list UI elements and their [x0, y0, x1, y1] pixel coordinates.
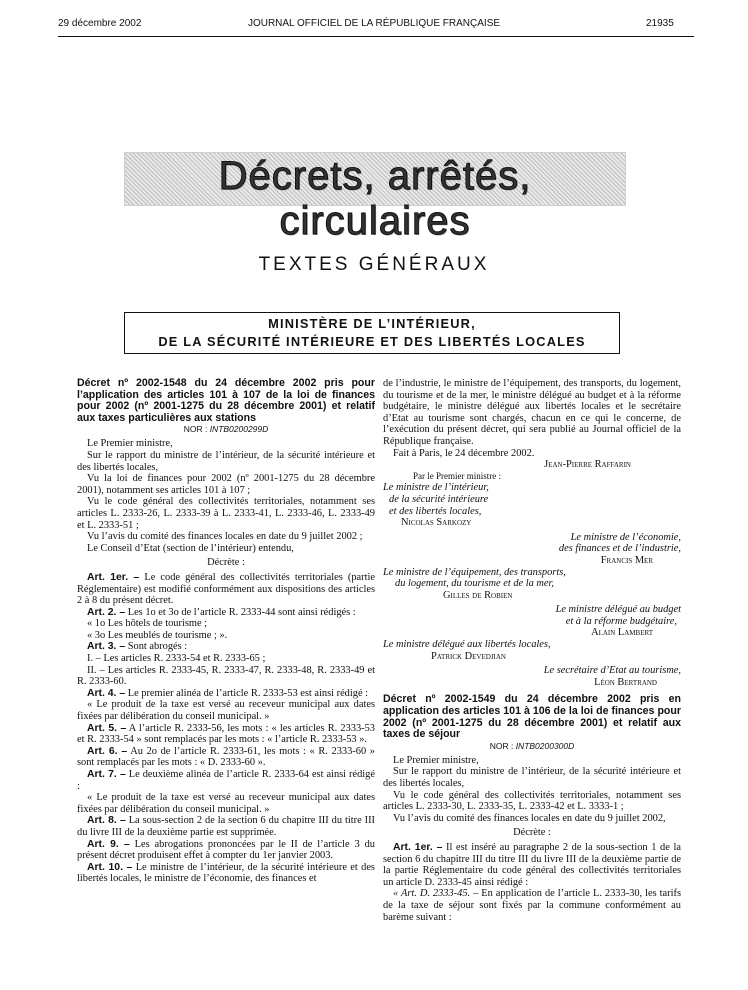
ministry-box [124, 312, 620, 354]
signature-name: Francis Mer [600, 554, 653, 566]
signature-name: Patrick Devedjian [431, 650, 506, 662]
nor-label: NOR : [489, 740, 516, 751]
article-label: Art. 8. – [87, 815, 126, 827]
signature-role: de la sécurité intérieure [389, 493, 489, 505]
signature-name: Gilles de Robien [443, 589, 513, 601]
signature-role: et des libertés locales, [389, 505, 482, 517]
preamble-para: Le Premier ministre, [87, 438, 173, 450]
article-label: Art. 1er. – [393, 841, 443, 853]
article-text: II. – Les articles R. 2333-45, R. 2333-47, R. 2333-48, R. 2333-49 et R. 2333-60. [77, 664, 375, 688]
article-para [77, 607, 375, 619]
signature-name: Nicolas Sarkozy [401, 517, 472, 529]
signature-role: Le ministre de l’équipement, des transports, [383, 566, 566, 578]
article-label: Art. 9. – [87, 838, 130, 850]
nor-code: INTB0200299D [209, 424, 269, 435]
article-para [383, 842, 681, 888]
article-para [77, 746, 375, 769]
article-para [77, 618, 375, 630]
preamble-para: Le Premier ministre, [393, 754, 479, 766]
nor-code: INTB0200300D [515, 740, 575, 751]
signature-role: Le ministre délégué au budget [555, 604, 681, 616]
article-para [77, 699, 375, 722]
article-para [77, 688, 375, 700]
article-para [77, 641, 375, 653]
article-label: Art. 5. – [87, 722, 127, 734]
signature-role: des finances et de l’industrie, [558, 543, 681, 555]
header-date: 29 décembre 2002 [58, 18, 142, 29]
article-text: Le ministre de l’intérieur, de la sécurité intérieure et des libertés locales, le ministre de l’économie, des finances et [77, 861, 375, 885]
article-label: Art. 4. – [87, 687, 126, 699]
decree-title-2: Décret nº 2002-1549 du 24 décembre 2002 pris en application des articles 101 à 106 de la loi de finances pour 2002 (nº 2001-1275 du 28 décembre 2001) et relatif aux taxes de séjour [383, 693, 681, 741]
decrete-label-2: Décrète : [513, 827, 551, 839]
article-para [77, 769, 375, 792]
article-para [77, 815, 375, 838]
article-label: « Art. D. 2333-45. [393, 888, 471, 900]
header-page-number: 21935 [646, 18, 674, 29]
nor-reference-2 [383, 741, 681, 752]
article-label: Art. 6. – [87, 745, 128, 757]
article-para [77, 839, 375, 862]
article-text: Les abrogations prononcées par le II de l’article 3 du présent décret produisent effet à compter du 1er janvier 2003. [77, 838, 375, 862]
article-text: « 3o Les meublés de tourisme ; ». [87, 629, 228, 641]
article-text: Il est inséré au paragraphe 2 de la sous-section 1 de la section 6 du chapitre III du titre III du livre III de la deuxième partie de la partie Réglementaire du code général des collectivités territoriales un article D. 2333-45 ainsi rédigé : [383, 841, 681, 888]
article-text: A l’article R. 2333-56, les mots : « les articles R. 2333-53 et R. 2333-54 » sont remplacés par les mots : « l’article R. 2333-53 ». [77, 722, 376, 746]
article-text: – En application de l’article L. 2333-30, les tarifs de la taxe de séjour sont fixés par la commune conformément au barème suivant : [383, 888, 681, 923]
signature-role: Le ministre de l’économie, [570, 531, 681, 543]
article-label: Art. 2. – [87, 606, 126, 618]
article-label: Art. 10. – [87, 861, 133, 873]
article-text: Le code général des collectivités territoriales (partie Réglementaire) est modifié conformément aux dispositions des articles 2 à 8 du présent décret. [77, 571, 375, 607]
banner-title: Décrets, arrêtés, circulaires [218, 154, 532, 243]
article-para [77, 630, 375, 642]
article-text: « 1o Les hôtels de tourisme ; [87, 618, 208, 630]
article-para [77, 653, 375, 665]
left-column [77, 378, 375, 885]
article-text: Le deuxième alinéa de l’article R. 2333-64 est ainsi rédigé : [77, 769, 375, 792]
article-para [77, 862, 375, 885]
article-text: La sous-section 2 de la section 6 du chapitre III du titre III du livre III de la deuxième partie est supprimée. [77, 815, 375, 838]
preamble-para: Le Conseil d’Etat (section de l’intérieur) entendu, [87, 542, 294, 554]
section-heading: TEXTES GÉNÉRAUX [258, 254, 490, 275]
signature-name: Jean-Pierre Raffarin [544, 459, 631, 471]
header-rule [58, 36, 694, 37]
decrete-label: Décrète : [207, 557, 245, 569]
signature-role: Le secrétaire d’Etat au tourisme, [543, 665, 681, 677]
article-label: Art. 3. – [87, 641, 126, 653]
nor-reference [77, 424, 375, 435]
preamble-para: Sur le rapport du ministre de l’intérieur, de la sécurité intérieure et des libertés locales, [77, 449, 375, 473]
decree-title: Décret nº 2002-1548 du 24 décembre 2002 pris pour l’application des articles 101 à 107 de la loi de finances pour 2002 (nº 2001-1275 du 28 décembre 2001) et relatif aux taxes particulières aux stations [77, 377, 375, 424]
header-journal-title: JOURNAL OFFICIEL DE LA RÉPUBLIQUE FRANÇAISE [247, 18, 501, 29]
signature-role: Le ministre délégué aux libertés locales, [383, 639, 551, 651]
signature-role: et à la réforme budgétaire, [565, 615, 677, 627]
ministry-line-2: DE LA SÉCURITÉ INTÉRIEURE ET DES LIBERTÉS LOCALES [158, 334, 586, 349]
preamble-para: Vu l’avis du comité des finances locales en date du 9 juillet 2002 ; [87, 531, 363, 543]
nor-label: NOR : [183, 424, 210, 435]
article-para [77, 792, 375, 815]
section-banner [124, 152, 626, 243]
article-text: Au 2o de l’article R. 2333-61, les mots : « R. 2333-60 » sont remplacés par les mots : « D. 2333-60 ». [77, 745, 375, 769]
signature-name: Léon Bertrand [594, 676, 657, 688]
signature-name: Alain Lambert [591, 627, 653, 639]
ministry-line-1: MINISTÈRE DE L’INTÉRIEUR, [268, 316, 476, 331]
article-text: Sont abrogés : [125, 641, 188, 653]
preamble-para: Vu la loi de finances pour 2002 (nº 2001-1275 du 28 décembre 2001), notamment ses articles 101 à 107 ; [77, 473, 375, 496]
preamble-para: Sur le rapport du ministre de l’intérieur, de la sécurité intérieure et des libertés locales, [383, 766, 681, 789]
continuation-para: de l’industrie, le ministre de l’équipement, des transports, du logement, du tourisme et de la mer, le ministre délégué au budget et à la réforme budgétaire, le ministre délégué aux libertés locales et le secrétaire d’Etat au tourisme sont chargés, chacun en ce qui le concerne, de l’exécution du présent décret, qui sera publié au Journal officiel de la République française. [383, 378, 681, 447]
article-para [77, 572, 375, 607]
article-text: I. – Les articles R. 2333-54 et R. 2333-65 ; [87, 653, 266, 665]
article-text: Le premier alinéa de l’article R. 2333-53 est ainsi rédigé : [125, 687, 369, 699]
article-text: « Le produit de la taxe est versé au receveur municipal aux dates fixées par délibération du conseil municipal. » [77, 792, 375, 815]
article-para [383, 888, 681, 923]
preamble-para: Vu l’avis du comité des finances locales en date du 9 juillet 2002, [393, 812, 666, 824]
article-label: Art. 7. – [87, 769, 126, 780]
article-text: Les 1o et 3o de l’article R. 2333-44 sont ainsi rédigés : [125, 606, 356, 618]
article-para [77, 723, 375, 746]
par-premier-ministre: Par le Premier ministre : [413, 470, 501, 481]
preamble-para: Vu le code général des collectivités territoriales, notamment ses articles L. 2333-30, L. 2333-35, L. 2333-42 et L. 3333-1 ; [383, 789, 681, 813]
article-label: Art. 1er. – [87, 571, 140, 583]
article-para [77, 665, 375, 688]
article-text: « Le produit de la taxe est versé au receveur municipal aux dates fixées par délibération du conseil municipal. » [77, 699, 375, 723]
fait-line: Fait à Paris, le 24 décembre 2002. [393, 447, 535, 459]
right-column [383, 378, 681, 923]
preamble-para: Vu le code général des collectivités territoriales, notamment ses articles L. 2333-26, L. 2333-39 à L. 2333-41, L. 2333-46, L. 2333-49 et L. 2333-51 ; [77, 496, 375, 531]
signature-role: Le ministre de l’intérieur, [383, 482, 489, 494]
signature-role: du logement, du tourisme et de la mer, [395, 578, 555, 590]
